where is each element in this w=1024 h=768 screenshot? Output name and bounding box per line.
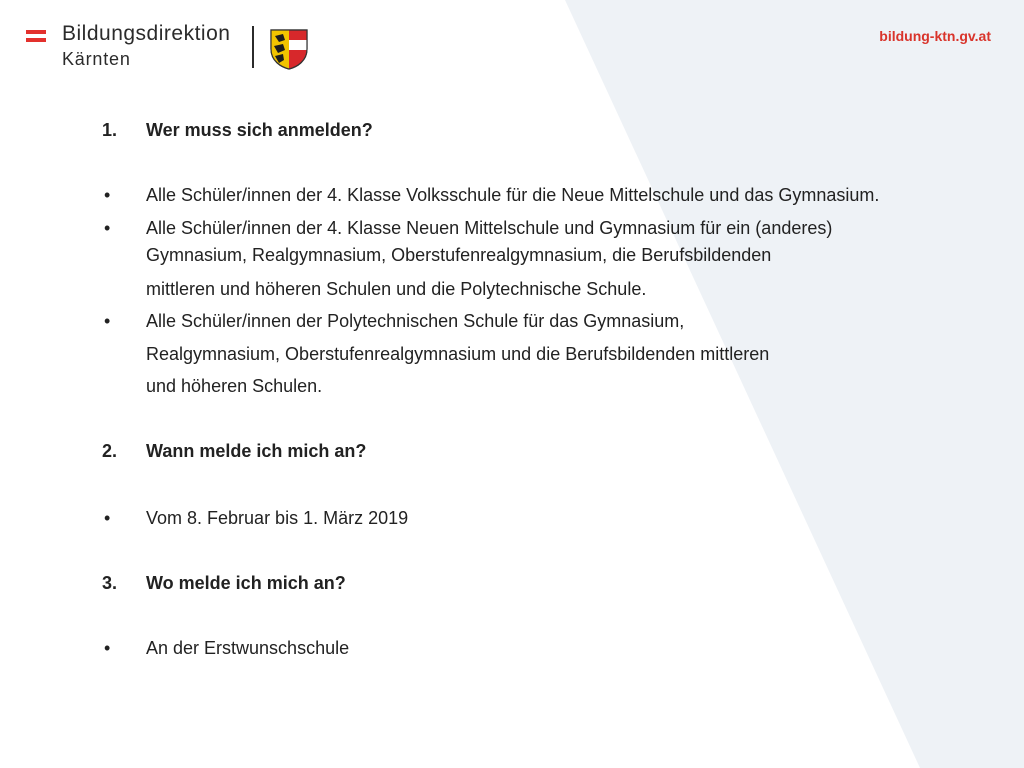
bullet-2-1-line-1: Vom 8. Februar bis 1. März 2019 bbox=[146, 508, 409, 528]
bullet-3-1-line-1: An der Erstwunschschule bbox=[146, 638, 350, 658]
bullet-1-2-line-3: mittleren und höheren Schulen und die Polytechnische Schule. bbox=[146, 279, 647, 299]
bullet-1-3-line-1: Alle Schüler/innen der Polytechnischen Schule für das Gymnasium, bbox=[146, 311, 685, 331]
bullet-1-3-symbol: • bbox=[104, 311, 111, 331]
section-2-heading: Wann melde ich mich an? bbox=[146, 441, 367, 461]
bullet-1-2-line-2: Gymnasium, Realgymnasium, Oberstufenrealgymnasium, die Berufsbildenden bbox=[146, 245, 772, 265]
site-url-link[interactable]: bildung-ktn.gv.at bbox=[879, 28, 991, 44]
bullet-1-2-line-1: Alle Schüler/innen der 4. Klasse Neuen Mittelschule und Gymnasium für ein (anderes) bbox=[146, 218, 833, 238]
bullet-1-1-line-1: Alle Schüler/innen der 4. Klasse Volksschule für die Neue Mittelschule und das Gymnasium. bbox=[146, 185, 880, 205]
section-1-heading: Wer muss sich anmelden? bbox=[146, 120, 373, 140]
section-3-number: 3. bbox=[102, 573, 118, 593]
bullet-1-1-symbol: • bbox=[104, 185, 111, 205]
section-1-number: 1. bbox=[102, 120, 118, 140]
bullet-3-1-symbol: • bbox=[104, 638, 111, 658]
section-3-heading: Wo melde ich mich an? bbox=[146, 573, 346, 593]
section-2-number: 2. bbox=[102, 441, 118, 461]
brand-subtitle: Kärnten bbox=[62, 49, 131, 69]
bullet-1-2-symbol: • bbox=[104, 218, 111, 238]
bullet-1-3-line-2: Realgymnasium, Oberstufenrealgymnasium und die Berufsbildenden mittleren bbox=[146, 344, 770, 364]
bullet-1-3-line-3: und höheren Schulen. bbox=[146, 376, 323, 396]
bullet-2-1-symbol: • bbox=[104, 508, 111, 528]
brand-title: Bildungsdirektion bbox=[62, 22, 231, 45]
